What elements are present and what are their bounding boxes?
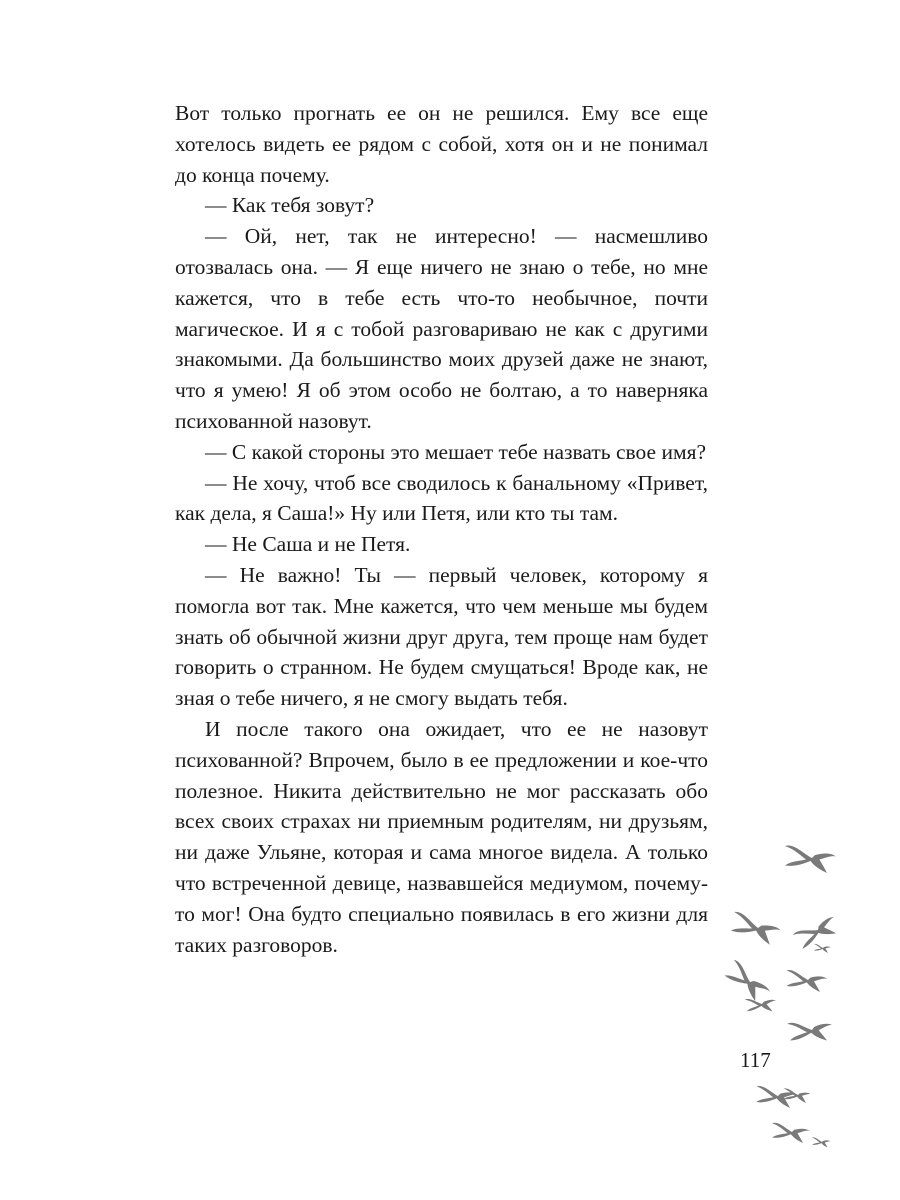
paragraph: — Не Саша и не Петя.	[205, 532, 411, 557]
paragraph: — Не хочу, чтоб все сводилось к банальному «Привет, как дела, я Саша!» Ну или Петя, или кто ты там.	[175, 470, 708, 526]
paragraph: — Как тебя зовут?	[205, 193, 375, 218]
crow-flock-icon	[720, 830, 860, 1160]
page-number: 117	[740, 1048, 771, 1072]
paragraph: Вот только прогнать ее он не решился. Ему все еще хотелось видеть ее рядом с собой, хотя он и не понимал до конца почему.	[175, 101, 708, 187]
paragraph: — Не важно! Ты — первый человек, которому я помогла вот так. Мне кажется, что чем меньше мы будем знать об обычной жизни друг друга, тем проще нам будет говорить о странном. Не будем смущаться! Вроде как, не зная о тебе ничего, я не смогу выдать тебя.	[175, 562, 708, 711]
paragraph: — С какой стороны это мешает тебе назвать свое имя?	[205, 439, 706, 464]
paragraph: И после такого она ожидает, что ее не назовут психованной? Впрочем, было в ее предложении и кое-что полезное. Никита действительно не мог рассказать обо всех своих страхах ни приемным родителям, ни друзьям, ни даже Ульяне, которая и сама многое видела. А только что встреченной девице, назвавшейся медиумом, почему-то мог! Она будто специально появилась в его жизни для таких разговоров.	[175, 716, 708, 957]
paragraph: — Ой, нет, так не интересно! — насмешливо отозвалась она. — Я еще ничего не знаю о тебе, но мне кажется, что в тебе есть что-то необычное, почти магическое. И я с тобой разговариваю не как с другими знакомыми. Да большинство моих друзей даже не знают, что я умею! Я об этом особо не болтаю, а то наверняка психованной назовут.	[175, 224, 708, 433]
body-text	[175, 98, 708, 960]
